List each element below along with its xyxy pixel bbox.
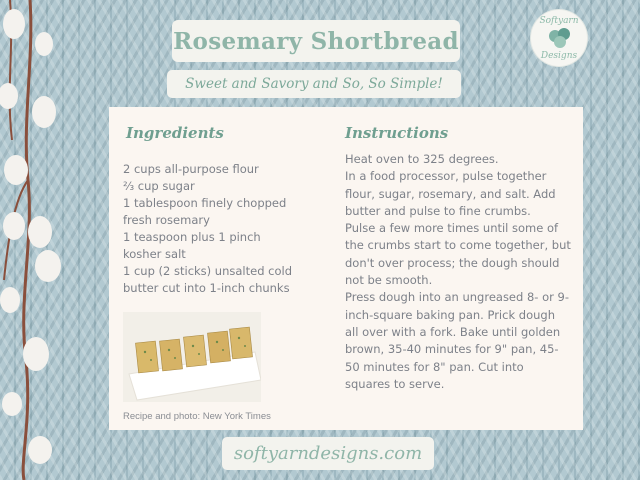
logo-text-bottom: Designs [540, 51, 578, 61]
brand-logo [531, 10, 587, 66]
instructions-heading: Instructions [345, 124, 449, 142]
shortbread-photo [123, 312, 261, 402]
instruction-step: Heat oven to 325 degrees. [345, 152, 499, 166]
ingredient-item: 2 cups all-purpose flour [123, 162, 259, 176]
ingredient-item: ⅔ cup sugar [123, 179, 195, 193]
recipe-card [109, 107, 583, 430]
instruction-step: In a food processor, pulse together flour, sugar, rosemary, and salt. Add butter and pulse to fine crumbs. [345, 169, 556, 218]
instruction-step: Press dough into an ungreased 8- or 9-inch-square baking pan. Prick dough all over with a fork. Bake until golden brown, 35-40 minutes for 9" pan, 45-50 minutes for 8" pan. Cut into squares to serve. [345, 290, 569, 391]
logo-text-top: Softyarn [539, 16, 579, 26]
ingredients-list [123, 161, 301, 297]
pussy-willow-branch-decoration [0, 0, 90, 480]
ingredient-item: 1 cup (2 sticks) unsalted cold butter cut into 1-inch chunks [123, 264, 293, 295]
instruction-step: Pulse a few more times until some of the crumbs start to come together, but don't over process; the dough should not be smooth. [345, 221, 571, 288]
ingredients-heading: Ingredients [126, 124, 224, 142]
page-subtitle: Sweet and Savory and So, So Simple! [185, 76, 443, 92]
photo-credit: Recipe and photo: New York Times [123, 411, 271, 422]
yarn-balls-icon [548, 27, 572, 49]
website-url: softyarndesigns.com [233, 443, 423, 464]
ingredient-item: 1 tablespoon finely chopped fresh rosemary [123, 196, 287, 227]
title-banner [172, 20, 460, 62]
footer-banner [222, 437, 434, 470]
page-title: Rosemary Shortbread [173, 27, 459, 55]
instructions-list [345, 151, 571, 393]
subtitle-banner [167, 70, 461, 98]
ingredient-item: 1 teaspoon plus 1 pinch kosher salt [123, 230, 261, 261]
